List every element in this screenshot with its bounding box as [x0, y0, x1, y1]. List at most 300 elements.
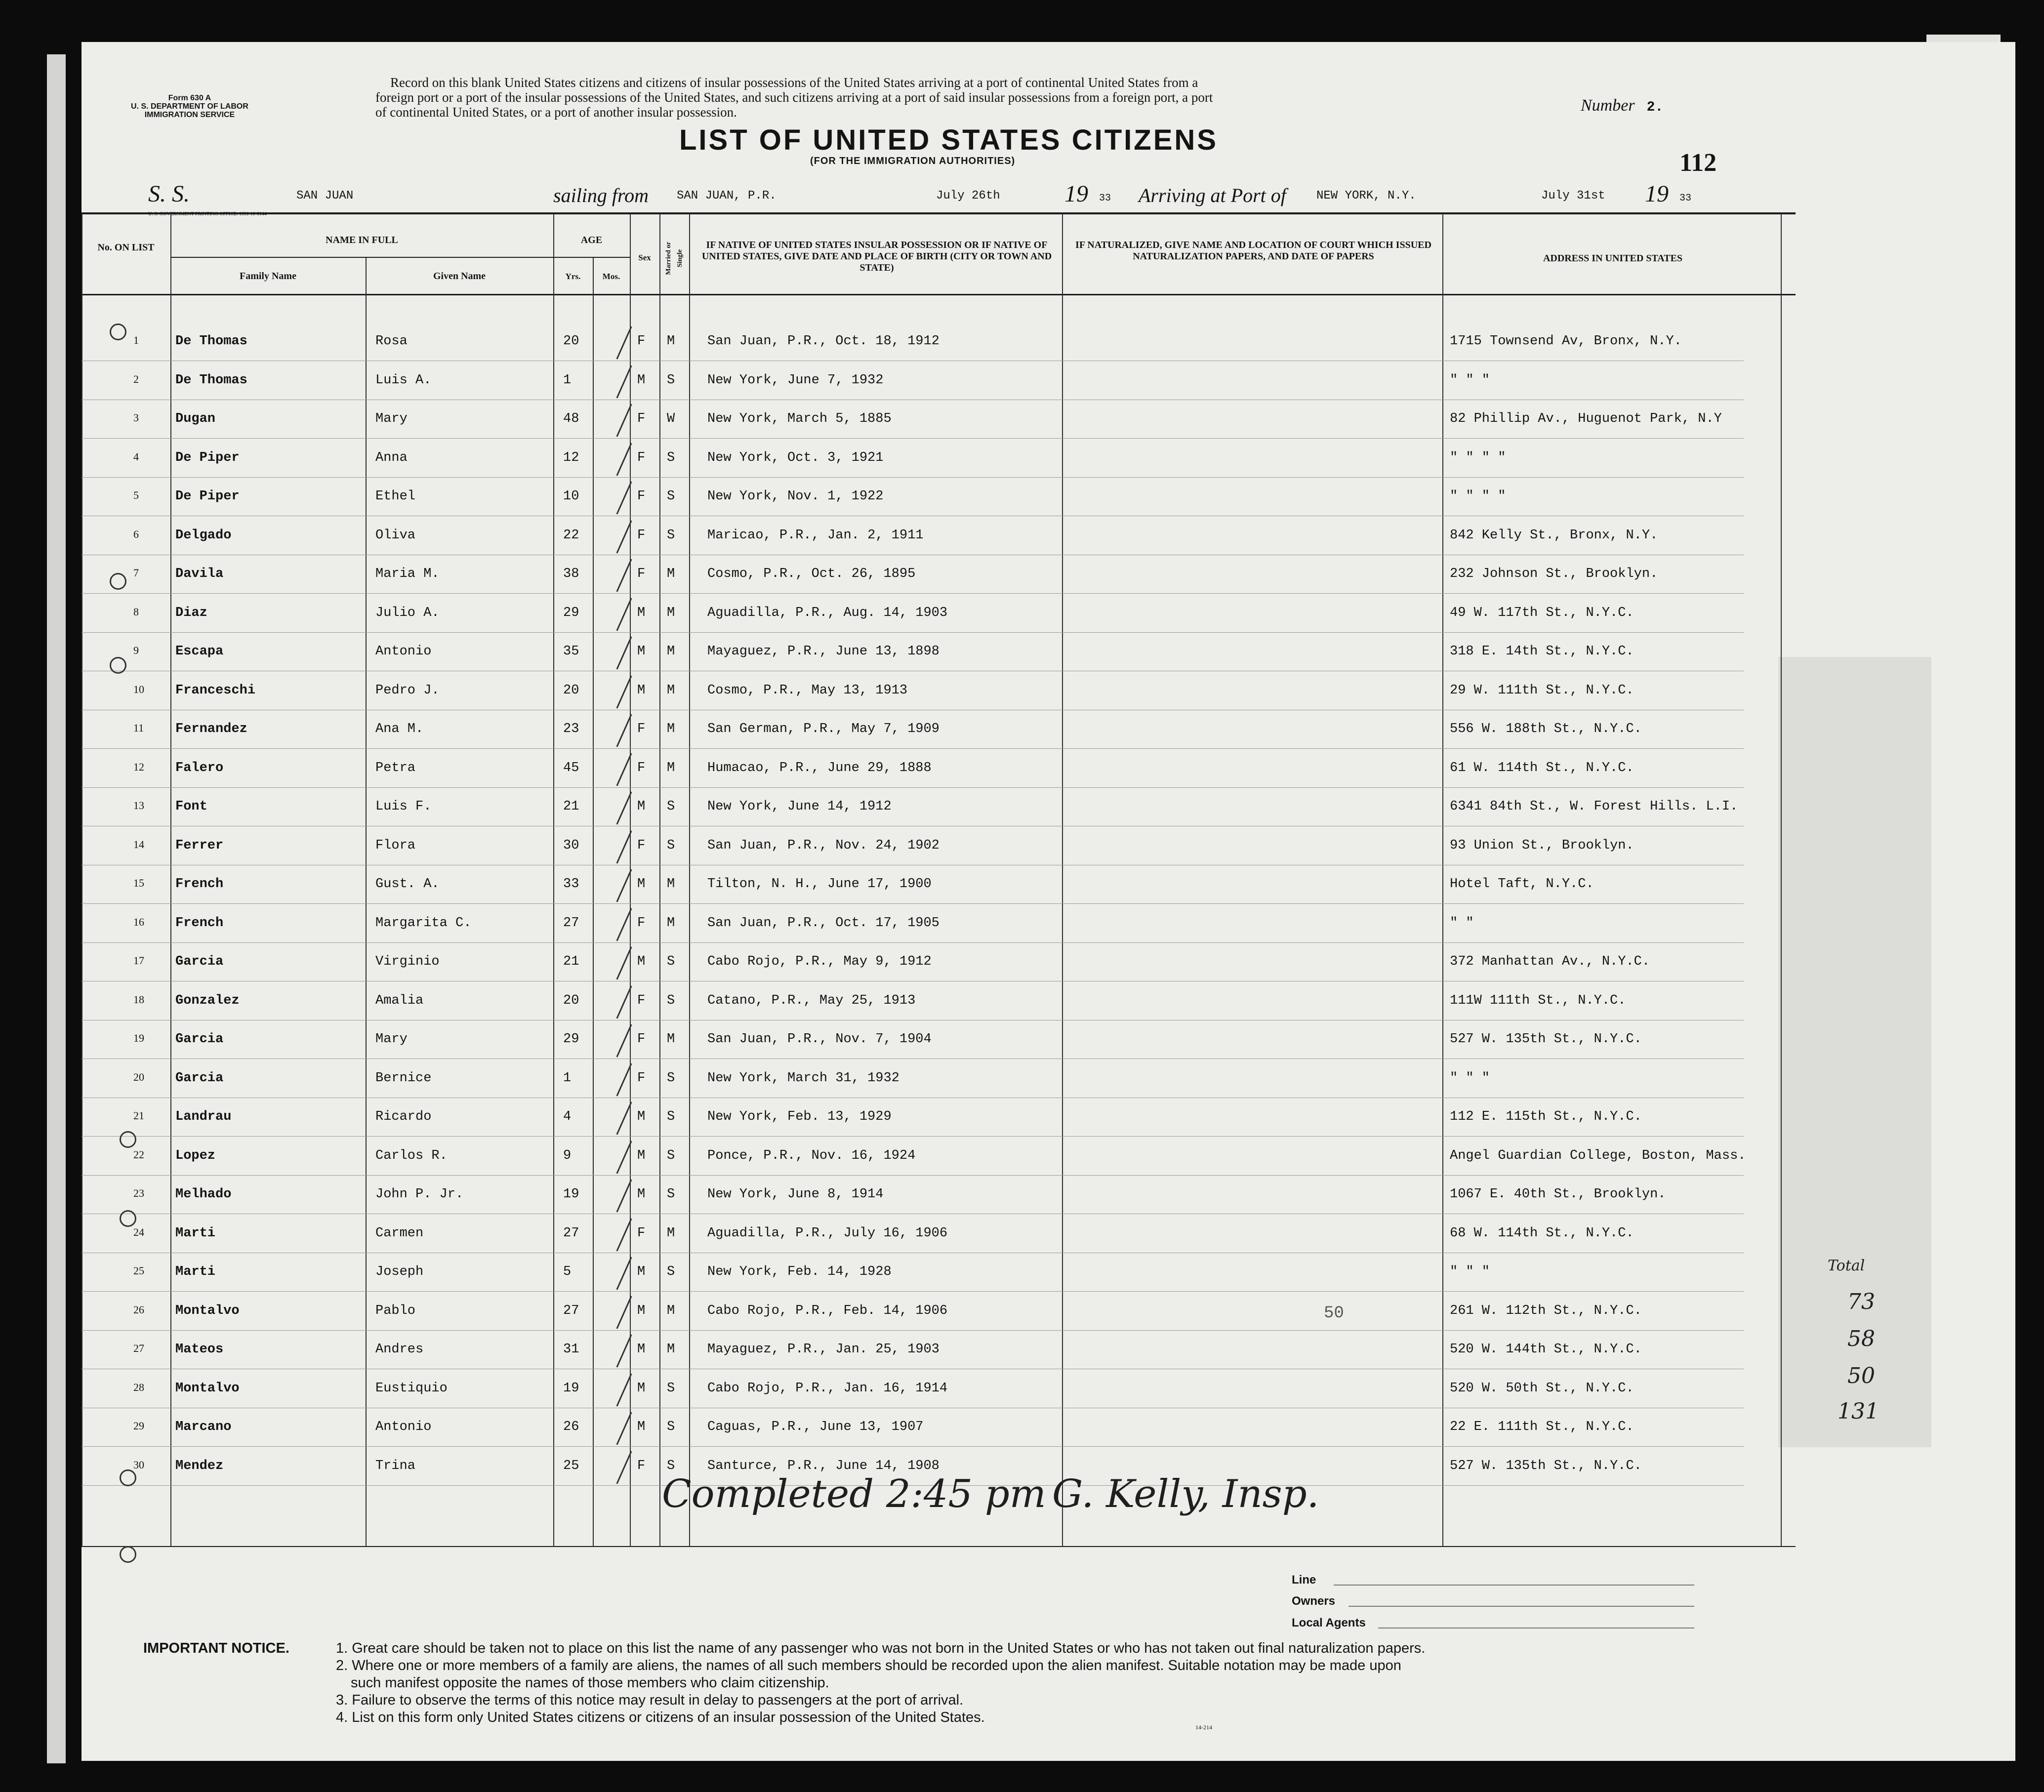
- col-line: [1442, 213, 1443, 1547]
- departure-date: July 26th: [936, 189, 1000, 203]
- marital-status-cell: S: [667, 1381, 675, 1396]
- given-name-cell: Antonio: [375, 644, 432, 659]
- sex-cell: F: [637, 411, 646, 426]
- sex-cell: F: [637, 993, 646, 1008]
- marital-status-cell: S: [667, 1071, 675, 1086]
- col-header-age: AGE: [580, 235, 603, 245]
- col-header-mos: Mos.: [602, 272, 620, 281]
- notice-3: 3. Failure to observe the terms of this notice may result in delay to passengers at the port of arrival.: [336, 1692, 964, 1708]
- col-header-marital: Married or Single: [665, 242, 684, 275]
- given-name-cell: Bernice: [375, 1071, 432, 1086]
- row-number: 26: [133, 1303, 144, 1316]
- margin-note: 50: [1847, 1363, 1875, 1388]
- family-name-cell: De Piper: [175, 450, 240, 465]
- col-header-naturalized: IF NATURALIZED, GIVE NAME AND LOCATION OF COURT WHICH ISSUED NATURALIZATION PAPERS, AND DATE OF PAPERS: [1075, 240, 1431, 262]
- owners-label: Owners: [1292, 1594, 1336, 1608]
- arrival-year: 33: [1679, 193, 1692, 204]
- address-cell: 520 W. 50th St., N.Y.C.: [1450, 1381, 1634, 1396]
- birth-cell: New York, March 5, 1885: [707, 411, 892, 426]
- age-years-cell: 27: [563, 1303, 579, 1318]
- age-years-cell: 1: [563, 1071, 572, 1086]
- punch-hole: [110, 573, 126, 590]
- address-cell: 232 Johnson St., Brooklyn.: [1450, 567, 1658, 581]
- document-subtitle: (FOR THE IMMIGRATION AUTHORITIES): [810, 156, 1016, 166]
- marital-status-cell: S: [667, 373, 675, 388]
- birth-cell: New York, Oct. 3, 1921: [707, 450, 884, 465]
- family-name-cell: Landrau: [175, 1109, 232, 1124]
- marital-status-cell: S: [667, 450, 675, 465]
- age-years-cell: 20: [563, 683, 579, 698]
- sex-cell: M: [637, 1303, 646, 1318]
- punch-hole: [110, 324, 126, 340]
- address-cell: " " ": [1450, 1264, 1490, 1279]
- address-cell: " ": [1450, 916, 1474, 931]
- address-cell: 372 Manhattan Av., N.Y.C.: [1450, 954, 1650, 969]
- address-cell: 1715 Townsend Av, Bronx, N.Y.: [1450, 334, 1682, 349]
- family-name-cell: De Piper: [175, 489, 240, 504]
- ss-label: S. S.: [148, 181, 190, 207]
- age-years-cell: 27: [563, 1226, 579, 1241]
- name-header-rule: [170, 257, 630, 258]
- row-number: 10: [133, 683, 144, 695]
- family-name-cell: Diaz: [175, 606, 207, 620]
- row-rule: [82, 748, 1744, 749]
- row-number: 1: [133, 334, 139, 346]
- arriving-label: Arriving at Port of: [1139, 184, 1286, 206]
- given-name-cell: Mary: [375, 411, 408, 426]
- marital-status-cell: S: [667, 993, 675, 1008]
- col-line: [689, 213, 690, 1547]
- col-header-address: ADDRESS IN UNITED STATES: [1543, 253, 1683, 264]
- age-years-cell: 20: [563, 993, 579, 1008]
- marital-status-cell: S: [667, 1420, 675, 1434]
- marital-status-cell: M: [667, 683, 675, 698]
- given-name-cell: Maria M.: [375, 567, 440, 581]
- family-name-cell: Gonzalez: [175, 993, 240, 1008]
- birth-cell: New York, June 8, 1914: [707, 1187, 884, 1202]
- given-name-cell: John P. Jr.: [375, 1187, 464, 1202]
- agents-rule: [1378, 1628, 1694, 1629]
- age-years-cell: 31: [563, 1342, 579, 1357]
- col-line: [1062, 213, 1063, 1547]
- col-line: [170, 213, 171, 1547]
- address-cell: 527 W. 135th St., N.Y.C.: [1450, 1459, 1642, 1473]
- col-line: [630, 213, 631, 1547]
- col-line: [553, 213, 554, 1547]
- address-cell: 61 W. 114th St., N.Y.C.: [1450, 761, 1634, 775]
- given-name-cell: Luis F.: [375, 799, 432, 814]
- line-label: Line: [1292, 1573, 1316, 1587]
- family-name-cell: Montalvo: [175, 1303, 240, 1318]
- marital-status-cell: S: [667, 799, 675, 814]
- notice-4: 4. List on this form only United States citizens or citizens of an insular possession of the United States.: [336, 1710, 985, 1725]
- sex-cell: F: [637, 489, 646, 504]
- address-cell: 6341 84th St., W. Forest Hills. L.I.: [1450, 799, 1738, 814]
- row-number: 5: [133, 489, 139, 501]
- stray-note: 50: [1324, 1304, 1344, 1323]
- given-name-cell: Gust. A.: [375, 877, 440, 892]
- given-name-cell: Pedro J.: [375, 683, 440, 698]
- punch-hole: [120, 1546, 136, 1563]
- birth-cell: Aguadilla, P.R., July 16, 1906: [707, 1226, 948, 1241]
- family-name-cell: Font: [175, 799, 207, 814]
- birth-cell: Caguas, P.R., June 13, 1907: [707, 1420, 924, 1434]
- birth-cell: Cabo Rojo, P.R., May 9, 1912: [707, 954, 932, 969]
- sex-cell: F: [637, 567, 646, 581]
- row-number: 8: [133, 606, 139, 618]
- row-rule: [82, 1136, 1744, 1137]
- ship-name: SAN JUAN: [296, 189, 354, 203]
- marital-status-cell: W: [667, 411, 675, 426]
- col-line: [593, 257, 594, 1547]
- family-name-cell: De Thomas: [175, 373, 247, 388]
- birth-cell: Cabo Rojo, P.R., Feb. 14, 1906: [707, 1303, 948, 1318]
- birth-cell: New York, Feb. 13, 1929: [707, 1109, 892, 1124]
- given-name-cell: Trina: [375, 1459, 416, 1473]
- age-years-cell: 10: [563, 489, 579, 504]
- birth-cell: San Juan, P.R., Nov. 24, 1902: [707, 838, 940, 853]
- given-name-cell: Anna: [375, 450, 408, 465]
- address-cell: 93 Union St., Brooklyn.: [1450, 838, 1634, 853]
- family-name-cell: De Thomas: [175, 334, 247, 349]
- marital-status-cell: M: [667, 877, 675, 892]
- margin-note: 131: [1838, 1399, 1879, 1424]
- age-years-cell: 19: [563, 1187, 579, 1202]
- marital-status-cell: M: [667, 916, 675, 931]
- sex-cell: F: [637, 450, 646, 465]
- marital-status-cell: S: [667, 1109, 675, 1124]
- arrival-port: NEW YORK, N.Y.: [1316, 189, 1416, 203]
- marital-status-cell: M: [667, 567, 675, 581]
- sex-cell: F: [637, 761, 646, 775]
- given-name-cell: Oliva: [375, 528, 416, 543]
- given-name-cell: Virginio: [375, 954, 440, 969]
- row-number: 3: [133, 411, 139, 424]
- marital-status-cell: S: [667, 954, 675, 969]
- margin-note: 73: [1847, 1289, 1875, 1314]
- address-cell: 22 E. 111th St., N.Y.C.: [1450, 1420, 1634, 1434]
- birth-cell: Santurce, P.R., June 14, 1908: [707, 1459, 940, 1473]
- given-name-cell: Mary: [375, 1032, 408, 1047]
- address-cell: 68 W. 114th St., N.Y.C.: [1450, 1226, 1634, 1241]
- birth-cell: Ponce, P.R., Nov. 16, 1924: [707, 1148, 916, 1163]
- marital-status-cell: M: [667, 334, 675, 349]
- sex-cell: M: [637, 644, 646, 659]
- arrival-year-prefix: 19: [1645, 181, 1669, 207]
- col-header-birth: IF NATIVE OF UNITED STATES INSULAR POSSESSION OR IF NATIVE OF UNITED STATES, GIVE DATE AND PLACE OF BIRTH (CITY OR TOWN AND STATE): [701, 240, 1052, 273]
- age-years-cell: 27: [563, 916, 579, 931]
- row-number: 30: [133, 1459, 144, 1471]
- sex-cell: M: [637, 954, 646, 969]
- form-code: 14-214: [1195, 1724, 1212, 1731]
- margin-note: 58: [1847, 1326, 1875, 1351]
- given-name-cell: Carlos R.: [375, 1148, 448, 1163]
- row-number: 4: [133, 450, 139, 463]
- marital-status-cell: M: [667, 644, 675, 659]
- row-rule: [82, 942, 1744, 943]
- family-name-cell: Marti: [175, 1264, 216, 1279]
- row-number: 11: [133, 722, 144, 734]
- birth-cell: Tilton, N. H., June 17, 1900: [707, 877, 932, 892]
- given-name-cell: Andres: [375, 1342, 424, 1357]
- row-number: 24: [133, 1226, 144, 1238]
- age-years-cell: 21: [563, 799, 579, 814]
- address-cell: " " ": [1450, 1071, 1490, 1086]
- age-years-cell: 30: [563, 838, 579, 853]
- binding-strip: [47, 54, 66, 1763]
- given-name-cell: Julio A.: [375, 606, 440, 620]
- row-number: 29: [133, 1420, 144, 1432]
- marital-status-cell: M: [667, 606, 675, 620]
- birth-cell: Cabo Rojo, P.R., Jan. 16, 1914: [707, 1381, 948, 1396]
- row-number: 15: [133, 877, 144, 889]
- sex-cell: F: [637, 1032, 646, 1047]
- row-number: 9: [133, 644, 139, 656]
- family-name-cell: Marti: [175, 1226, 216, 1241]
- age-years-cell: 21: [563, 954, 579, 969]
- given-name-cell: Petra: [375, 761, 416, 775]
- address-cell: 556 W. 188th St., N.Y.C.: [1450, 722, 1642, 736]
- address-cell: 112 E. 115th St., N.Y.C.: [1450, 1109, 1642, 1124]
- given-name-cell: Ethel: [375, 489, 416, 504]
- marital-status-cell: S: [667, 528, 675, 543]
- birth-cell: New York, Feb. 14, 1928: [707, 1264, 892, 1279]
- document-title: LIST OF UNITED STATES CITIZENS: [679, 124, 1218, 156]
- family-name-cell: Mendez: [175, 1459, 224, 1473]
- birth-cell: San Juan, P.R., Nov. 7, 1904: [707, 1032, 932, 1047]
- col-header-sex: Sex: [638, 253, 651, 262]
- row-rule: [82, 1175, 1744, 1176]
- address-cell: 49 W. 117th St., N.Y.C.: [1450, 606, 1634, 620]
- col-header-family: Family Name: [240, 271, 296, 282]
- age-years-cell: 29: [563, 1032, 579, 1047]
- marital-status-cell: M: [667, 1226, 675, 1241]
- row-rule: [82, 787, 1744, 788]
- given-name-cell: Eustiquio: [375, 1381, 448, 1396]
- sex-cell: M: [637, 683, 646, 698]
- birth-cell: Aguadilla, P.R., Aug. 14, 1903: [707, 606, 948, 620]
- birth-cell: New York, March 31, 1932: [707, 1071, 899, 1086]
- owners-rule: [1349, 1606, 1694, 1607]
- marital-status-cell: M: [667, 1342, 675, 1357]
- age-years-cell: 22: [563, 528, 579, 543]
- birth-cell: New York, June 7, 1932: [707, 373, 884, 388]
- age-years-cell: 4: [563, 1109, 572, 1124]
- marital-status-cell: M: [667, 1032, 675, 1047]
- age-years-cell: 26: [563, 1420, 579, 1434]
- punch-hole: [120, 1469, 136, 1486]
- col-line: [1781, 213, 1782, 1547]
- col-line: [366, 257, 367, 1547]
- marital-status-cell: M: [667, 1303, 675, 1318]
- row-rule: [82, 438, 1744, 439]
- line-rule: [1334, 1585, 1694, 1586]
- table-top-rule: [82, 212, 1796, 214]
- family-name-cell: Ferrer: [175, 838, 224, 853]
- age-years-cell: 38: [563, 567, 579, 581]
- col-header-name: NAME IN FULL: [326, 235, 398, 245]
- birth-cell: San German, P.R., May 7, 1909: [707, 722, 940, 736]
- row-number: 18: [133, 993, 144, 1006]
- sex-cell: F: [637, 528, 646, 543]
- row-rule: [82, 1446, 1744, 1447]
- sex-cell: M: [637, 799, 646, 814]
- address-cell: 318 E. 14th St., N.Y.C.: [1450, 644, 1634, 659]
- col-line: [659, 213, 660, 1547]
- age-years-cell: 12: [563, 450, 579, 465]
- notice-1: 1. Great care should be taken not to place on this list the name of any passenger who was not born in the United States or who has not taken out final naturalization papers.: [336, 1640, 1426, 1656]
- row-number: 12: [133, 761, 144, 773]
- birth-cell: Maricao, P.R., Jan. 2, 1911: [707, 528, 924, 543]
- row-number: 14: [133, 838, 144, 851]
- sailing-from: SAN JUAN, P.R.: [677, 189, 777, 203]
- row-rule: [82, 632, 1744, 633]
- marital-status-cell: M: [667, 761, 675, 775]
- marital-status-cell: S: [667, 1459, 675, 1473]
- address-cell: 111W 111th St., N.Y.C.: [1450, 993, 1626, 1008]
- marital-status-cell: S: [667, 1187, 675, 1202]
- birth-cell: Cosmo, P.R., Oct. 26, 1895: [707, 567, 916, 581]
- family-name-cell: Dugan: [175, 411, 216, 426]
- birth-cell: New York, Nov. 1, 1922: [707, 489, 884, 504]
- given-name-cell: Margarita C.: [375, 916, 472, 931]
- row-number: 17: [133, 954, 144, 967]
- punch-hole: [120, 1210, 136, 1227]
- address-cell: 29 W. 111th St., N.Y.C.: [1450, 683, 1634, 698]
- age-years-cell: 35: [563, 644, 579, 659]
- row-rule: [82, 903, 1744, 904]
- age-years-cell: 9: [563, 1148, 572, 1163]
- family-name-cell: Fernandez: [175, 722, 247, 736]
- family-name-cell: Mateos: [175, 1342, 224, 1357]
- row-number: 19: [133, 1032, 144, 1044]
- row-number: 23: [133, 1187, 144, 1199]
- birth-cell: San Juan, P.R., Oct. 17, 1905: [707, 916, 940, 931]
- punch-hole: [110, 657, 126, 674]
- marital-status-cell: M: [667, 722, 675, 736]
- margin-note: Total: [1828, 1257, 1865, 1274]
- address-cell: 261 W. 112th St., N.Y.C.: [1450, 1303, 1642, 1318]
- family-name-cell: Davila: [175, 567, 224, 581]
- sex-cell: M: [637, 1420, 646, 1434]
- row-number: 16: [133, 916, 144, 928]
- given-name-cell: Flora: [375, 838, 416, 853]
- marital-status-cell: S: [667, 1264, 675, 1279]
- row-number: 21: [133, 1109, 144, 1122]
- family-name-cell: Garcia: [175, 954, 224, 969]
- family-name-cell: Lopez: [175, 1148, 216, 1163]
- important-notice-title: IMPORTANT NOTICE.: [143, 1640, 289, 1656]
- row-rule: [82, 593, 1744, 594]
- sex-cell: F: [637, 1226, 646, 1241]
- age-years-cell: 20: [563, 334, 579, 349]
- address-cell: 527 W. 135th St., N.Y.C.: [1450, 1032, 1642, 1047]
- address-cell: " " " ": [1450, 450, 1506, 465]
- family-name-cell: Melhado: [175, 1187, 232, 1202]
- age-years-cell: 48: [563, 411, 579, 426]
- form-identifier: Form 630 A U. S. DEPARTMENT OF LABOR IMMIGRATION SERVICE: [131, 94, 248, 119]
- notice-2-cont: such manifest opposite the names of those members who claim citizenship.: [351, 1675, 829, 1691]
- address-cell: Hotel Taft, N.Y.C.: [1450, 877, 1594, 892]
- given-name-cell: Antonio: [375, 1420, 432, 1434]
- manifest-sheet: [82, 42, 2015, 1761]
- birth-cell: New York, June 14, 1912: [707, 799, 892, 814]
- birth-cell: Catano, P.R., May 25, 1913: [707, 993, 916, 1008]
- sex-cell: M: [637, 877, 646, 892]
- sex-cell: F: [637, 838, 646, 853]
- address-cell: " " " ": [1450, 489, 1506, 504]
- sex-cell: M: [637, 1109, 646, 1124]
- family-name-cell: Delgado: [175, 528, 232, 543]
- address-cell: 520 W. 144th St., N.Y.C.: [1450, 1342, 1642, 1357]
- sex-cell: M: [637, 1187, 646, 1202]
- family-name-cell: French: [175, 877, 224, 892]
- marital-status-cell: S: [667, 1148, 675, 1163]
- list-number: Number 2.: [1581, 96, 1664, 115]
- table-bottom-rule: [82, 1546, 1796, 1547]
- sex-cell: F: [637, 334, 646, 349]
- age-years-cell: 45: [563, 761, 579, 775]
- col-header-given: Given Name: [433, 271, 486, 282]
- row-number: 28: [133, 1381, 144, 1393]
- age-years-cell: 33: [563, 877, 579, 892]
- family-name-cell: Marcano: [175, 1420, 232, 1434]
- age-years-cell: 23: [563, 722, 579, 736]
- family-name-cell: Garcia: [175, 1071, 224, 1086]
- address-cell: Angel Guardian College, Boston, Mass.: [1450, 1148, 1746, 1163]
- birth-cell: Cosmo, P.R., May 13, 1913: [707, 683, 908, 698]
- address-cell: 82 Phillip Av., Huguenot Park, N.Y: [1450, 411, 1722, 426]
- sex-cell: M: [637, 606, 646, 620]
- row-number: 20: [133, 1071, 144, 1083]
- family-name-cell: Garcia: [175, 1032, 224, 1047]
- age-years-cell: 25: [563, 1459, 579, 1473]
- row-number: 25: [133, 1264, 144, 1277]
- header-bottom-rule: [82, 294, 1796, 295]
- family-name-cell: Escapa: [175, 644, 224, 659]
- notice-2: 2. Where one or more members of a family are aliens, the names of all such members should be recorded upon the alien manifest. Suitable notation may be made upon: [336, 1658, 1401, 1673]
- row-number: 13: [133, 799, 144, 812]
- sex-cell: M: [637, 1342, 646, 1357]
- sex-cell: F: [637, 722, 646, 736]
- birth-cell: Humacao, P.R., June 29, 1888: [707, 761, 932, 775]
- address-cell: " " ": [1450, 373, 1490, 388]
- inspector-signature: G. Kelly, Insp.: [1052, 1472, 1319, 1516]
- sex-cell: F: [637, 1459, 646, 1473]
- row-number: 2: [133, 373, 139, 385]
- family-name-cell: Montalvo: [175, 1381, 240, 1396]
- birth-cell: San Juan, P.R., Oct. 18, 1912: [707, 334, 940, 349]
- given-name-cell: Amalia: [375, 993, 424, 1008]
- sex-cell: F: [637, 1071, 646, 1086]
- row-number: 7: [133, 567, 139, 579]
- given-name-cell: Luis A.: [375, 373, 432, 388]
- col-header-no: No. ON LIST: [97, 242, 155, 253]
- family-name-cell: Franceschi: [175, 683, 256, 698]
- age-years-cell: 29: [563, 606, 579, 620]
- arrival-date: July 31st: [1541, 189, 1605, 203]
- given-name-cell: Carmen: [375, 1226, 424, 1241]
- local-agents-label: Local Agents: [1292, 1616, 1366, 1629]
- given-name-cell: Pablo: [375, 1303, 416, 1318]
- sex-cell: M: [637, 1148, 646, 1163]
- sex-cell: M: [637, 1264, 646, 1279]
- given-name-cell: Ricardo: [375, 1109, 432, 1124]
- given-name-cell: Joseph: [375, 1264, 424, 1279]
- marital-status-cell: S: [667, 489, 675, 504]
- row-rule: [82, 1330, 1744, 1331]
- sailing-from-label: sailing from: [553, 184, 649, 206]
